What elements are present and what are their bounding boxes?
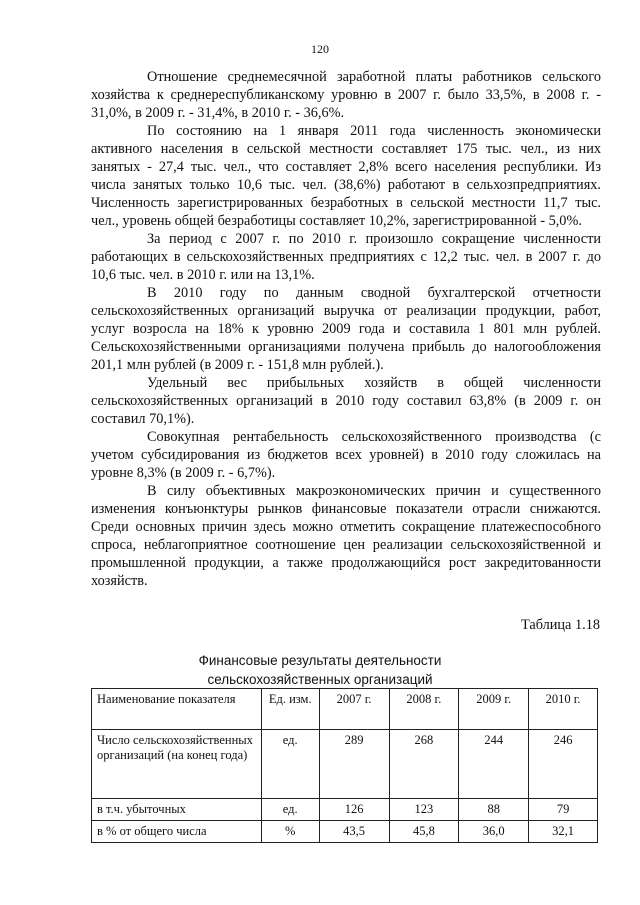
paragraph: В 2010 году по данным сводной бухгалтерской отчетности сельскохозяйственных организаций выручка от реализации продукции, работ, услуг возросла на 18% к уровню 2009 года и составила 1 801 млн рублей. Сельскохозяйственными организациями получена прибыль до налогообложения 201,1 млн рублей (в 2009 г. - 151,8 млн рублей.). <box>91 285 601 373</box>
paragraph: Совокупная рентабельность сельскохозяйственного производства (с учетом субсидирования из бюджетов всех уровней) в 2010 году сложилась на уровне 8,3% (в 2009 г. - 6,7%). <box>91 429 601 481</box>
table-cell-value: 244 <box>459 730 529 799</box>
table-title <box>0 651 640 689</box>
table-cell-value: 126 <box>319 799 389 821</box>
table-cell-unit: ед. <box>261 799 319 821</box>
table-cell-value: 289 <box>319 730 389 799</box>
table-cell-unit: % <box>261 821 319 843</box>
column-header: Наименование показателя <box>92 689 262 730</box>
table-cell-value: 88 <box>459 799 529 821</box>
table-cell-indicator: Число сельскохозяйственных организаций (на конец года) <box>92 730 262 799</box>
table-cell-value: 32,1 <box>529 821 598 843</box>
table-cell-value: 246 <box>529 730 598 799</box>
table-label: Таблица 1.18 <box>520 617 600 633</box>
column-header: 2009 г. <box>459 689 529 730</box>
table-cell-indicator: в т.ч. убыточных <box>92 799 262 821</box>
paragraph: По состоянию на 1 января 2011 года численность экономически активного населения в сельской местности составляет 175 тыс. чел., из них занятых - 27,4 тыс. чел., что составляет 2,8% всего населения республики. Из числа занятых только 10,6 тыс. чел. (38,6%) работают в сельхозпредприятиях. Численность зарегистрированных безработных в сельской местности 11,7 тыс. чел., уровень общей безработицы составляет 10,2%, зарегистрированной - 5,0%. <box>91 123 601 229</box>
body-text <box>91 68 601 590</box>
financial-results-table <box>91 688 598 843</box>
table-cell-value: 268 <box>389 730 459 799</box>
column-header: 2007 г. <box>319 689 389 730</box>
table-header-row <box>92 689 598 730</box>
table-cell-value: 36,0 <box>459 821 529 843</box>
column-header: 2010 г. <box>529 689 598 730</box>
paragraph: В силу объективных макроэкономических причин и существенного изменения конъюнктуры рынков финансовые показатели отрасли снижаются. Среди основных причин здесь можно отметить сокращение платежеспособного спроса, неблагоприятное соотношение цен реализации сельскохозяйственной и промышленной продукции, а также продолжающийся рост закредитованности хозяйств. <box>91 483 601 589</box>
table-row <box>92 821 598 843</box>
paragraph: Удельный вес прибыльных хозяйств в общей численности сельскохозяйственных организаций в 2010 году составил 63,8% (в 2009 г. он составил 70,1%). <box>91 375 601 427</box>
paragraph: Отношение среднемесячной заработной платы работников сельского хозяйства к среднереспубликанскому уровню в 2007 г. было 33,5%, в 2008 г. - 31,0%, в 2009 г. - 31,4%, в 2010 г. - 36,6%. <box>91 69 601 121</box>
table-cell-indicator: в % от общего числа <box>92 821 262 843</box>
table-cell-value: 123 <box>389 799 459 821</box>
table-cell-value: 45,8 <box>389 821 459 843</box>
column-header: Ед. изм. <box>261 689 319 730</box>
table-row <box>92 730 598 799</box>
table-cell-value: 79 <box>529 799 598 821</box>
table-cell-unit: ед. <box>261 730 319 799</box>
table-row <box>92 799 598 821</box>
page-number: 120 <box>311 42 329 56</box>
table-cell-value: 43,5 <box>319 821 389 843</box>
table-title-line: сельскохозяйственных организаций <box>207 672 433 687</box>
column-header: 2008 г. <box>389 689 459 730</box>
table-title-line: Финансовые результаты деятельности <box>198 653 442 668</box>
paragraph: За период с 2007 г. по 2010 г. произошло сокращение численности работающих в сельскохозяйственных предприятиях с 12,2 тыс. чел. в 2007 г. до 10,6 тыс. чел. в 2010 г. или на 13,1%. <box>91 231 601 283</box>
